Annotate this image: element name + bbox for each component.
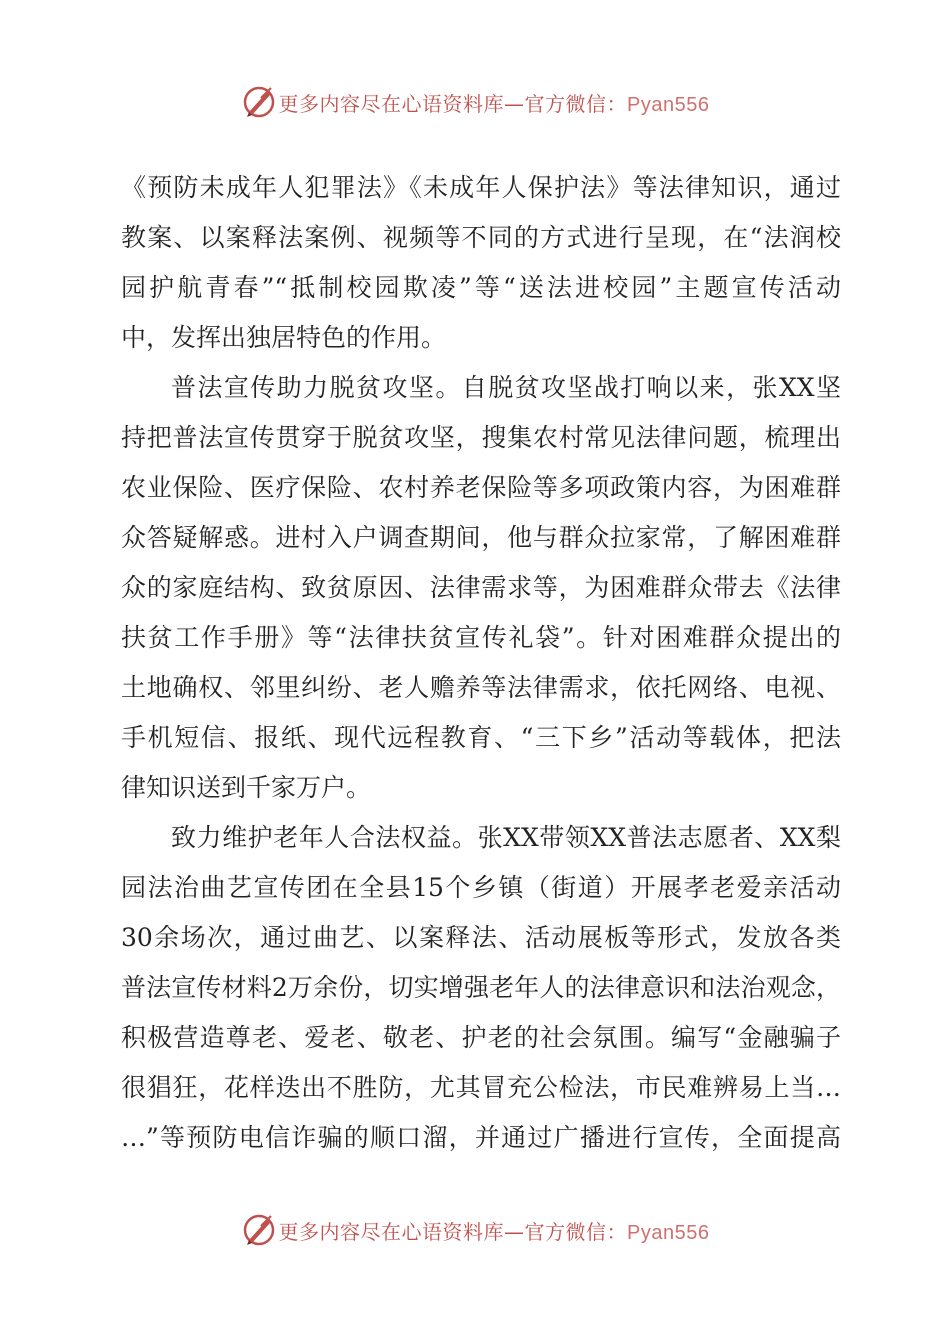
text-line: 中，发挥出独居特色的作用。: [121, 323, 447, 352]
text-line: 土地确权、邻里纠纷、老人赡养等法律需求，依托网络、电视、: [121, 673, 841, 702]
text-line: 持把普法宣传贯穿于脱贫攻坚，搜集农村常见法律问题，梳理出: [121, 423, 841, 452]
watermark-handle: Pyan556: [627, 93, 710, 116]
text-line: 园法治曲艺宣传团在全县15个乡镇（街道）开展孝老爱亲活动: [121, 873, 841, 902]
header-watermark: [0, 82, 950, 122]
text-line: 扶贫工作手册》等“法律扶贫宣传礼袋”。针对困难群众提出的: [121, 623, 841, 652]
watermark-main-text: 更多内容尽在心语资料库: [278, 91, 505, 116]
pen-logo-icon: [241, 84, 277, 120]
watermark-label: 官方微信：: [524, 91, 628, 116]
text-line: 农业保险、医疗保险、农村养老保险等多项政策内容，为困难群: [121, 473, 841, 502]
text-line: 积极营造尊老、爱老、敬老、护老的社会氛围。编写“金融骗子: [121, 1023, 841, 1052]
text-line: 园护航青春”“抵制校园欺凌”等“送法进校园”主题宣传活动: [121, 273, 841, 302]
pen-logo-icon: [241, 1212, 277, 1248]
paragraph: [121, 813, 841, 1163]
watermark-separator: —: [504, 1219, 525, 1244]
watermark-handle: Pyan556: [627, 1221, 710, 1244]
paragraph: [121, 363, 841, 813]
text-line: 《预防未成年人犯罪法》《未成年人保护法》等法律知识，通过: [121, 173, 841, 202]
text-line: 众答疑解惑。进村入户调查期间，他与群众拉家常，了解困难群: [121, 523, 841, 552]
watermark-separator: —: [504, 91, 525, 116]
text-line: …”等预防电信诈骗的顺口溜，并通过广播进行宣传，全面提高: [121, 1123, 841, 1152]
text-line: 众的家庭结构、致贫原因、法律需求等，为困难群众带去《法律: [121, 573, 841, 602]
text-line: 律知识送到千家万户。: [121, 773, 372, 802]
watermark-main-text: 更多内容尽在心语资料库: [278, 1219, 505, 1244]
text-line: 普法宣传材料2万余份，切实增强老年人的法律意识和法治观念，: [121, 973, 841, 1002]
text-line: 很猖狂，花样迭出不胜防，尤其冒充公检法，市民难辨易上当…: [121, 1073, 841, 1102]
paragraph: [121, 163, 841, 363]
text-line: 手机短信、报纸、现代远程教育、“三下乡”活动等载体，把法: [121, 723, 841, 752]
watermark-label: 官方微信：: [524, 1219, 628, 1244]
footer-watermark: [0, 1210, 950, 1250]
text-line: 30余场次，通过曲艺、以案释法、活动展板等形式，发放各类: [121, 923, 841, 952]
document-body: [121, 163, 841, 1163]
text-line: 致力维护老年人合法权益。张XX带领XX普法志愿者、XX梨: [171, 823, 841, 852]
text-line: 教案、以案释法案例、视频等不同的方式进行呈现，在“法润校: [121, 223, 841, 252]
text-line: 普法宣传助力脱贫攻坚。自脱贫攻坚战打响以来，张XX坚: [171, 373, 841, 402]
